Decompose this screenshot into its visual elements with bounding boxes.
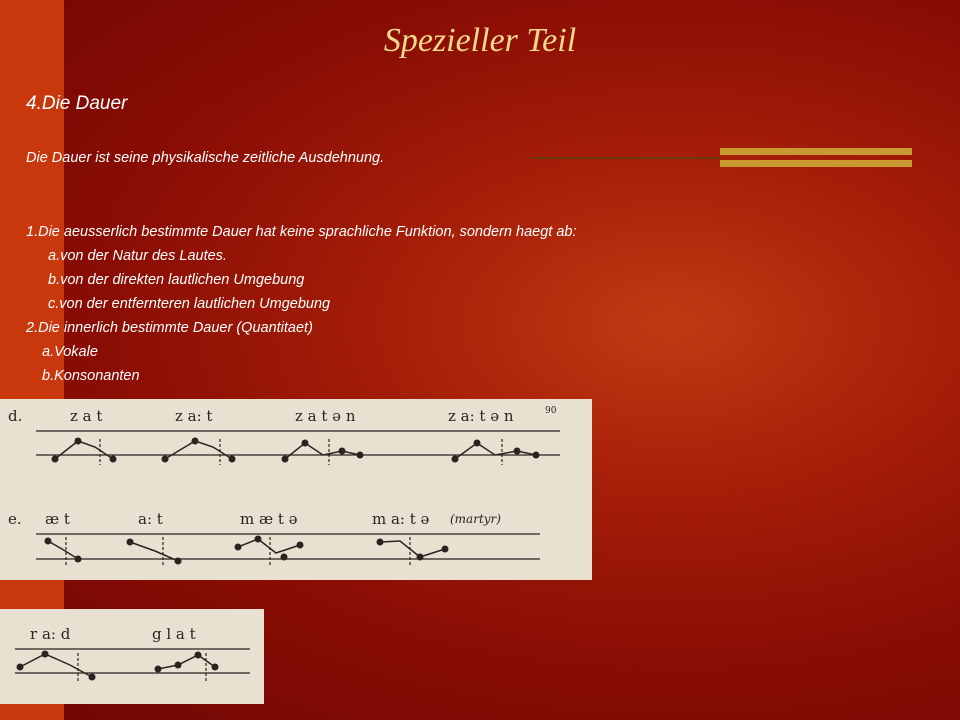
word-label: g l a t [152,625,196,643]
decorative-bar [720,160,912,167]
boundary-marks [100,439,502,465]
list-item: a.von der Natur des Lautes. [48,248,227,264]
list-item: 1.Die aeusserlich bestimmte Dauer hat keine sprachliche Funktion, sondern haegt ab: [26,224,577,240]
word-label: a: t [138,510,163,528]
pitch-contours [55,441,536,459]
pitch-contours [48,539,445,561]
row-d-label: d. [8,407,23,425]
decorative-bars [720,148,912,168]
definition-text: Die Dauer ist seine physikalische zeitliche Ausdehnung. [26,150,385,166]
pitch-points [17,651,219,681]
divider-line [530,157,720,159]
list-item: 2.Die innerlich bestimmte Dauer (Quantitaet) [26,320,313,336]
boundary-marks [66,537,410,565]
list-item: b.Konsonanten [42,368,140,384]
pitch-points [45,536,449,565]
duration-diagram-scan [0,399,592,580]
slide-title: Spezieller Teil [383,22,577,59]
word-label: z a: t ə n [448,407,514,425]
word-label: z a t [70,407,103,425]
word-label: z a: t [175,407,213,425]
content-list [26,220,577,388]
section-heading: 4.Die Dauer [26,93,128,114]
row-e-label: e. [8,510,22,528]
list-item: b.von der direkten lautlichen Umgebung [48,272,305,288]
word-label: m æ t ə [240,510,298,528]
footnote-number: 90 [545,406,557,416]
decorative-bar [720,148,912,155]
gloss-label: (martyr) [450,512,501,526]
word-label: r a: d [30,625,71,643]
word-label: m a: t ə [372,510,430,528]
duration-diagram-scan-small [0,609,264,704]
list-item: c.von der entfernteren lautlichen Umgebung [48,296,331,312]
word-label: z a t ə n [295,407,356,425]
boundary-marks [78,653,206,681]
list-item: a.Vokale [42,344,98,360]
word-label: æ t [45,510,70,528]
